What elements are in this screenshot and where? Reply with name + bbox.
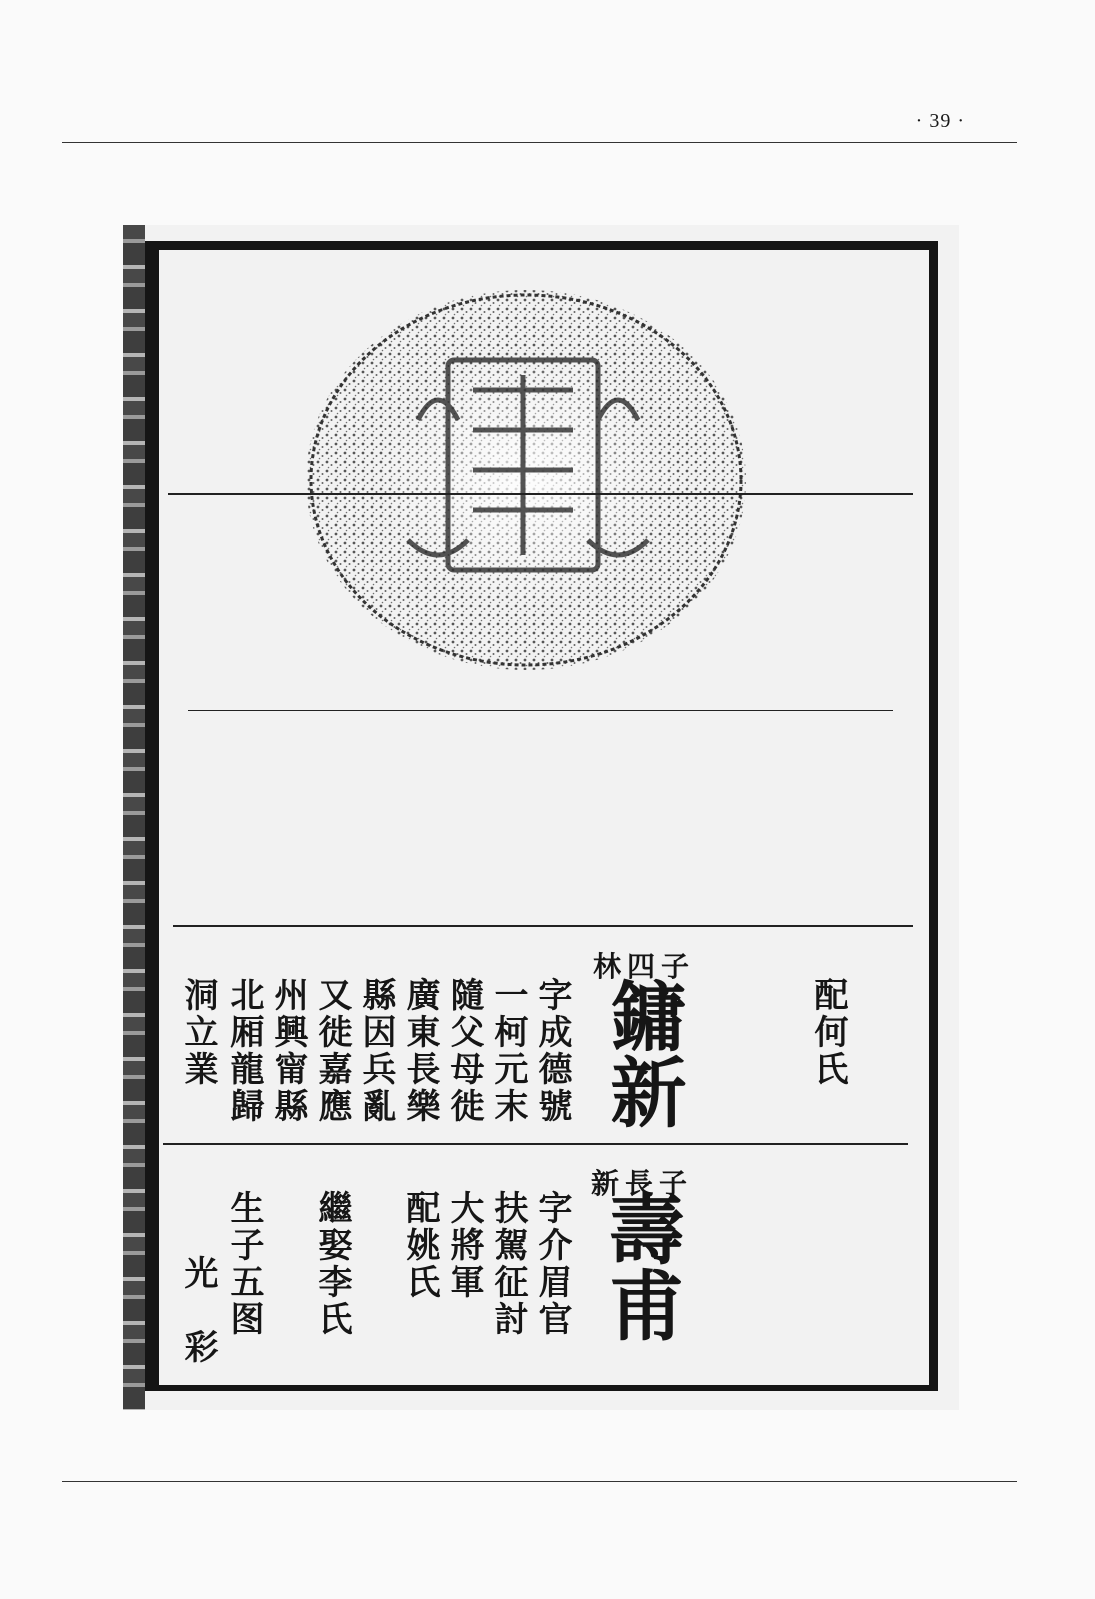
section-line-1	[188, 710, 893, 711]
seal-line	[168, 493, 913, 495]
entry-2-bio-6: 繼娶李氏	[312, 1190, 352, 1338]
entry-1-bio-4: 廣東長樂	[400, 977, 440, 1125]
page-number: · 39 ·	[915, 110, 965, 132]
entry-1-bio-3: 隨父母徙	[444, 977, 484, 1125]
entry-1-bio-8: 北厢龍歸	[224, 977, 264, 1125]
footer-rule	[62, 1481, 1017, 1482]
binding-edge	[123, 225, 145, 1410]
entry-1-name: 鏞新	[598, 977, 687, 1129]
entry-2-name: 壽甫	[596, 1190, 685, 1342]
entry-1-bio-2: 一柯元末	[488, 977, 528, 1125]
entry-1-bio-6: 又徙嘉應	[312, 977, 352, 1125]
entry-2-bio-8: 生子五图	[224, 1190, 264, 1338]
entry-1-bio-9: 洞立業	[178, 977, 218, 1088]
entry-1-bio-5: 縣因兵亂	[356, 977, 396, 1125]
seal-stamp	[298, 280, 753, 675]
header-rule	[62, 142, 1017, 143]
entry-2-bio-4: 配姚氏	[400, 1190, 440, 1301]
entry-1-annotation: 林四子	[593, 950, 696, 983]
entry-2-annotation: 新長子	[591, 1167, 694, 1200]
entry-1-bio-7: 州興甯縣	[268, 977, 308, 1125]
section-line-2	[173, 925, 913, 927]
entry-1-bio-1: 字成德號	[532, 977, 572, 1125]
genealogy-scan	[123, 225, 959, 1410]
entry-2-bio-3: 大將軍	[444, 1190, 484, 1301]
entry-2-bio-9: 光 彩	[178, 1255, 218, 1366]
entry-2-bio-1: 字介眉官	[532, 1190, 572, 1338]
entry-2-bio-2: 扶駕征討	[488, 1190, 528, 1338]
section-line-3	[163, 1143, 908, 1145]
entry-1-spouse: 配何氏	[808, 977, 848, 1088]
